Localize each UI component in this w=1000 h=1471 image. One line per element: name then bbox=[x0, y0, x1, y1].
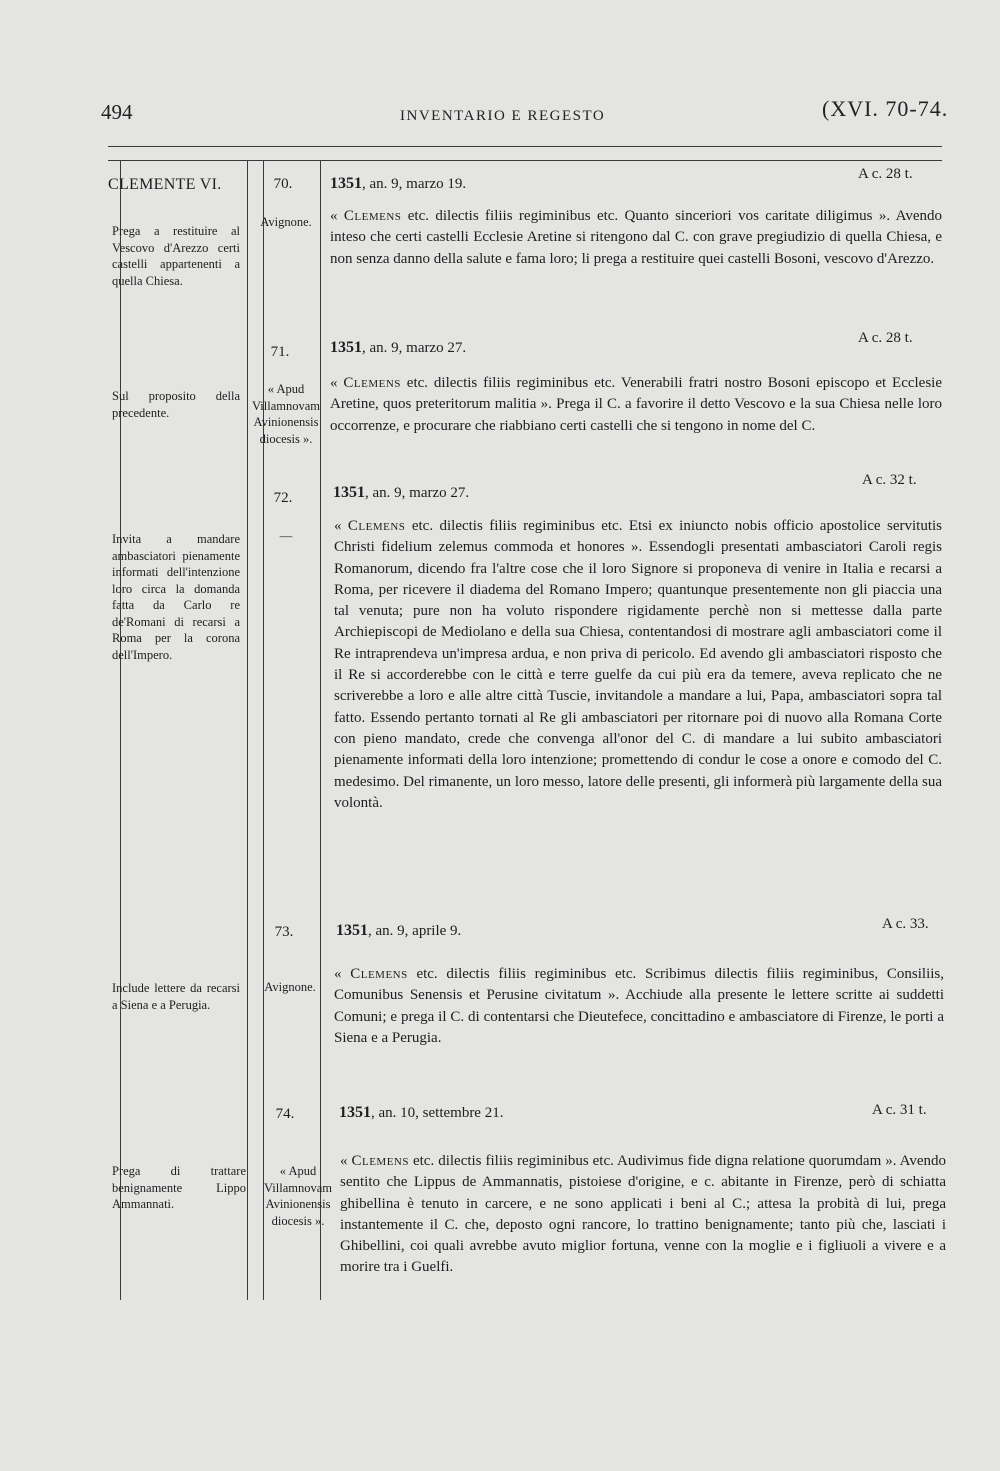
header-rule bbox=[108, 146, 942, 147]
entry-place: Avignone. bbox=[264, 980, 316, 994]
column-rule-left bbox=[120, 160, 121, 1300]
entry-body-lead: Clemens bbox=[343, 375, 401, 391]
entry-body-lead: Clemens bbox=[343, 208, 402, 224]
entry-date-text: , an. 9, aprile 9. bbox=[368, 923, 462, 939]
entry-body-text: etc. dilectis filiis regiminibus etc. Etsi ex iniuncto nobis officio apostolice servitutis Christi fidelium zelemus commoda et honores ». Essendogli presentati ambasciatori Caroli regis Romanorum, dicendo fra l'altre cose che il loro Signore si proponeva di venire in Italia e recarsi a Roma, per ricevere il diadema del Romano Impero; quantunque presentemente non gli piaccia una tal venuta; pure non ha voluto rispondere rigidamente perchè non si mettesse dalla parte Archiepiscopi de Mediolano e della sua Chiesa, contentandosi di mostrare agli ambasciatori come il Re intraprendeva un'impresa ardua, e non priva di pericolo. Ed avendo gli ambasciatori risposto che il Re si accorderebbe con le città e terre guelfe da cui più era da temere, aveva replicato che ne scriverebbe a loro e alle altre città Tuscie, invitandole a mandare a lui, Papa, ambasciatori sopra tal fatto. Essendo pertanto tornati al Re gli ambasciatori per ritornare poi di nuovo alla Romana Corte con pieno mandato, crede che convenga all'onor del C. di mandare a lui subito ambasciatori pienamente informati della loro intenzione; promettendo di condur le cose a onore e comodo del C. medesimo. Del rimanente, un loro messo, latore delle presenti, gli informerà più largamente della sua volontà. bbox=[334, 518, 943, 811]
entry-summary: Prega a restituire al Vescovo d'Arezzo certi castelli appartenenti a quella Chiesa. bbox=[112, 224, 240, 288]
entry-reference: A c. 28 t. bbox=[858, 166, 913, 182]
entry-body-text: etc. dilectis filiis regiminibus etc. Audivimus fide digna relatione quorumdam ». Avendo sentito che Lippus de Ammannatis, pistoiese d'origine, e c. abitante in Firenze, però di schiatta ghibellina è tenuto in carcere, e ne sono applicati i beni al C.; attesa la probità di lui, prega instantemente il C. che, deposto ogni rancore, lo trattino benignamente; tanto più che, lasciati i Ghibellini, coi quali avrebbe avuto miglior fortuna, venne con la moglie e i figliuoli a vivere e a morire tra i Guelfi. bbox=[340, 1153, 946, 1276]
entry-reference: A c. 32 t. bbox=[862, 472, 917, 488]
entry-number: 73. bbox=[274, 924, 294, 940]
entry-body-lead: Clemens bbox=[351, 1153, 409, 1169]
entry-body: « Clemens etc. dilectis filiis regiminibus etc. Venerabili fratri nostro Bosoni episcopo et Ecclesie Aretine, quos preteritorum malitia ». Prega il C. a favorire il detto Vescovo e la sua Chiesa nelle loro occorrenze, e procurare che riabbiano certi castelli che si tengono in nome del C. bbox=[330, 375, 942, 434]
entry-summary: Sul proposito della precedente. bbox=[112, 389, 240, 420]
entry-year: 1351 bbox=[339, 1104, 371, 1121]
entry-date-text: , an. 9, marzo 19. bbox=[362, 176, 467, 192]
entry-reference: A c. 28 t. bbox=[858, 330, 913, 346]
entry-body-lead: Clemens bbox=[350, 966, 408, 982]
entry-place: — bbox=[279, 529, 293, 543]
table-top-rule bbox=[108, 160, 942, 161]
entry-summary: Include lettere da recarsi a Siena e a Perugia. bbox=[112, 981, 240, 1012]
entry-date bbox=[339, 1104, 503, 1122]
pope-name: CLEMENTE VI. bbox=[108, 176, 222, 193]
running-title: INVENTARIO E REGESTO bbox=[400, 108, 606, 124]
entry-year: 1351 bbox=[330, 175, 362, 192]
entry-date bbox=[333, 484, 469, 502]
entry-body-text: etc. dilectis filiis regiminibus etc. Scribimus dilectis filiis regiminibus, Consiliis, Comunibus Senensis et Perusine civitatum ». Acchiude alla presente le lettere scritte ai suddetti Comuni; e prega il C. di contentarsi che Dieutefece, concittadino e ambasciatore di Firenze, le porti a Siena e a Perugia. bbox=[334, 966, 945, 1046]
entry-date-text: , an. 10, settembre 21. bbox=[371, 1105, 504, 1121]
entry-body-text: etc. dilectis filiis regiminibus etc. Quanto sinceriori vos caritate diligimus ». Avendo inteso che certi castelli Ecclesie Aretine si ritengono dal C. con grave pregiudizio di quella Chiesa, e non senza danno della salute e fama loro; li prega a restituire quei castelli Bosoni, vescovo d'Arezzo. bbox=[330, 208, 942, 267]
entry-body: « Clemens etc. dilectis filiis regiminibus etc. Quanto sinceriori vos caritate diligimus ». Avendo inteso che certi castelli Ecclesie Aretine si ritengono dal C. con grave pregiudizio di quella Chiesa, e non senza danno della salute e fama loro; li prega a restituire quei castelli Bosoni, vescovo d'Arezzo. bbox=[330, 208, 942, 267]
entry-range: (XVI. 70-74. bbox=[822, 96, 949, 121]
entry-date-text: , an. 9, marzo 27. bbox=[362, 340, 467, 356]
entry-body: « Clemens etc. dilectis filiis regiminibus etc. Audivimus fide digna relatione quorumdam ». Avendo sentito che Lippus de Ammannatis, pistoiese d'origine, e c. abitante in Firenze, però di schiatta ghibellina è tenuto in carcere, e ne sono applicati i beni al C.; attesa la probità di lui, prega instantemente il C. che, deposto ogni rancore, lo trattino benignamente; tanto più che, lasciati i Ghibellini, coi quali avrebbe avuto miglior fortuna, venne con la moglie e i figliuoli a vivere e a morire tra i Guelfi. bbox=[340, 1153, 946, 1276]
entry-body: « Clemens etc. dilectis filiis regiminibus etc. Scribimus dilectis filiis regiminibus, Consiliis, Comunibus Senensis et Perusine civitatum ». Acchiude alla presente le lettere scritte ai suddetti Comuni; e prega il C. di contentarsi che Dieutefece, concittadino e ambasciatore di Firenze, le porti a Siena e a Perugia. bbox=[334, 966, 945, 1046]
entry-year: 1351 bbox=[336, 922, 368, 939]
entry-date-text: , an. 9, marzo 27. bbox=[365, 485, 470, 501]
entry-summary: Prega di trattare benignamente Lippo Ammannati. bbox=[112, 1164, 246, 1211]
entry-reference: A c. 33. bbox=[882, 916, 929, 932]
entry-date bbox=[336, 922, 461, 940]
entry-body: « Clemens etc. dilectis filiis regiminibus etc. Etsi ex iniuncto nobis officio apostolice servitutis Christi fidelium zelemus commoda et honores ». Essendogli presentati ambasciatori Caroli regis Romanorum, dicendo fra l'altre cose che il loro Signore si proponeva di venire in Italia e recarsi a Roma, per ricevere il diadema del Romano Impero; quantunque presentemente non gli piaccia una tal venuta; pure non ha voluto rispondere rigidamente perchè non si mettesse dalla parte Archiepiscopi de Mediolano e della sua Chiesa, contentandosi di mostrare agli ambasciatori come il Re intraprendeva un'impresa ardua, e non priva di pericolo. Ed avendo gli ambasciatori risposto che il Re si accorderebbe con le città e terre guelfe da cui più era da temere, aveva replicato che ne scriverebbe a loro e alle altre città Tuscie, invitandole a mandare a lui, Papa, ambasciatori sopra tal fatto. Essendo pertanto tornati al Re gli ambasciatori per ritornare poi di nuovo alla Romana Corte con pieno mandato, crede che convenga all'onor del C. di mandare a lui subito ambasciatori pienamente informati della loro intenzione; promettendo di condur le cose a onore e comodo del C. medesimo. Del rimanente, un loro messo, latore delle presenti, gli informerà più largamente della sua volontà. bbox=[334, 518, 943, 811]
entry-body-text: etc. dilectis filiis regiminibus etc. Venerabili fratri nostro Bosoni episcopo et Ecclesie Aretine, quos preteritorum malitia ». Prega il C. a favorire il detto Vescovo e la sua Chiesa nelle loro occorrenze, e procurare che riabbiano certi castelli che si tengono in nome del C. bbox=[330, 375, 942, 434]
entry-date bbox=[330, 339, 466, 357]
entry-year: 1351 bbox=[333, 484, 365, 501]
entry-date bbox=[330, 175, 466, 193]
entry-summary: Invita a mandare ambasciatori pienamente informati dell'intenzione loro circa la domanda fatta da Carlo re de'Romani di recarsi a Roma per la corona dell'Impero. bbox=[112, 532, 240, 662]
entry-reference: A c. 31 t. bbox=[872, 1102, 927, 1118]
column-rule-place bbox=[320, 160, 321, 1300]
entry-number: 72. bbox=[273, 490, 293, 506]
column-rule-number bbox=[263, 160, 264, 1300]
entry-body-lead: Clemens bbox=[347, 518, 406, 534]
entry-place: « Apud Villamnovam Avinionensis diocesis ». bbox=[252, 382, 320, 446]
entry-year: 1351 bbox=[330, 339, 362, 356]
entry-number: 70. bbox=[273, 176, 293, 192]
column-rule-summary bbox=[247, 160, 248, 1300]
entry-number: 71. bbox=[270, 344, 290, 360]
entry-place: Avignone. bbox=[260, 215, 312, 229]
page-number: 494 bbox=[101, 100, 133, 124]
entry-number: 74. bbox=[275, 1106, 295, 1122]
entry-place: « Apud Villamnovam Avinionensis diocesis ». bbox=[264, 1164, 332, 1228]
